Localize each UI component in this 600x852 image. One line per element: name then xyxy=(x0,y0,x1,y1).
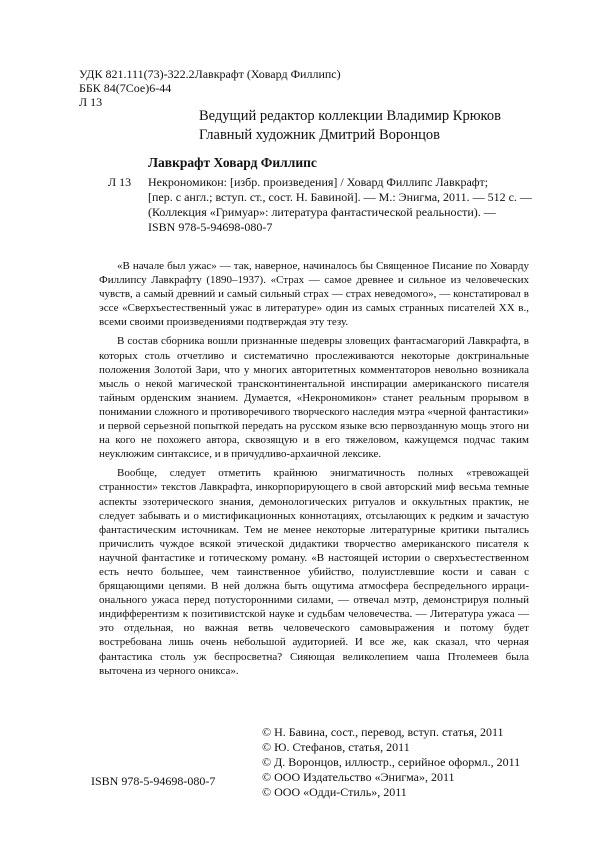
author-code: Л 13 xyxy=(79,95,103,109)
annotation-paragraph: «В начале был ужас» — так, наверное, начиналось бы Священное Писание по Ховарду Филлипсу Лавкрафту (1890–1937). «Страх — самое древнее и сильное из человеческих чувств, а самый древний и самый сильный страх — страх неведомого», — констатировал в эссе «Сверхъестественный ужас в литературе» один из самых странных писателей XX в., всеми своими произведениями подтверждая эту тезу. xyxy=(99,260,529,329)
copyright-line: © Н. Бавина, сост., перевод, вступ. статья, 2011 xyxy=(262,725,504,739)
annotation-paragraph: Вообще, следует отметить крайнюю энигматичность полных «тревожащей странности» текстов Лавкрафта, инкорпорирующего в свой авторский миф весьма темные аспекты эзотерического знания, демонологических ритуалов и оккультных практик, не следует забывать и о мистификационных коннотациях, отсылающих к редким и зачастую фантастическим источникам. Тем не менее некоторые литературные критики пытались причислить чуждое всякой этической дидактики творчество американского писателя к научной фантастике и готическому роману. «В настоящей истории о сверхъестественном есть нечто большее, чем таинственное убийство, полуистлевшие кости и саван с брящающими цепями. В ней должна быть ощутима атмосфера беспредельного иррационального ужаса перед потусторонними силами, — отвечал мэтр, демонстрируя полный индифферентизм к позитивистской науке и судьбам человечества. — Литература ужаса — это отдельная, но важная ветвь человеческого самовыражения и потому будет востребована лишь очень небольшой аудиторией. И все же, как сказал, что черная фантастика столь уж беспросветна? Сияющая великолепием чаша Птолемеев была выточена из черного оникса». xyxy=(99,467,529,677)
biblio-line: (Коллекция «Гримуар»: литература фантастической реальности). — xyxy=(148,205,496,219)
copyright-block xyxy=(262,725,520,800)
biblio-line: Некрономикон: [избр. произведения] / Ховард Филлипс Лавкрафт; xyxy=(148,175,489,189)
editor-credit: Ведущий редактор коллекции Владимир Крюков xyxy=(199,108,501,124)
artist-credit: Главный художник Дмитрий Воронцов xyxy=(199,127,440,143)
copyright-line: © Д. Воронцов, иллюстр., серийное оформл., 2011 xyxy=(262,755,521,769)
bibliographic-entry xyxy=(148,175,532,235)
biblio-line: [пер. с англ.; вступ. ст., сост. Н. Бавиной]. — М.: Энигма, 2011. — 512 с. — xyxy=(148,190,532,204)
annotation xyxy=(99,259,529,683)
udk-code: УДК 821.111(73)-322.2Лавкрафт (Ховард Филлипс) xyxy=(79,67,341,81)
isbn-footer: ISBN 978-5-94698-080-7 xyxy=(91,774,216,788)
biblio-line: ISBN 978-5-94698-080-7 xyxy=(148,220,273,234)
copyright-line: © Ю. Стефанов, статья, 2011 xyxy=(262,740,410,754)
catalog-author: Лавкрафт Ховард Филлипс xyxy=(148,155,317,170)
copyright-line: © ООО «Одди-Стиль», 2011 xyxy=(262,785,407,799)
annotation-paragraph: В состав сборника вошли признанные шедевры зловещих фантасмагорий Лавкрафта, в которых столь отчетливо и систематично прослеживаются некоторые доктринальные положения Золотой Зари, что у многих авторитетных комментаторов невольно возникала мысль о некой магической трансконтинентальной инспирации американского писателя тайным орденским знанием. Думается, «Некрономикон» станет реальным прорывом в понимании сложного и противоречивого творческого наследия мэтра «черной фантастики» и первой серьезной попыткой передать на русском языке всю первозданную мощь этого ни на кого не похожего автора, сквозящую и в его тяжеловом, кажущемся подчас таким неуклюжим синтаксисе, и в причудливо-архаичной лексике. xyxy=(99,335,529,461)
copyright-line: © ООО Издательство «Энигма», 2011 xyxy=(262,770,455,784)
bbk-code: ББК 84(7Сое)6-44 xyxy=(79,81,172,95)
catalog-code: Л 13 xyxy=(108,175,132,189)
classification-block xyxy=(79,67,341,109)
credits-block xyxy=(199,107,501,145)
